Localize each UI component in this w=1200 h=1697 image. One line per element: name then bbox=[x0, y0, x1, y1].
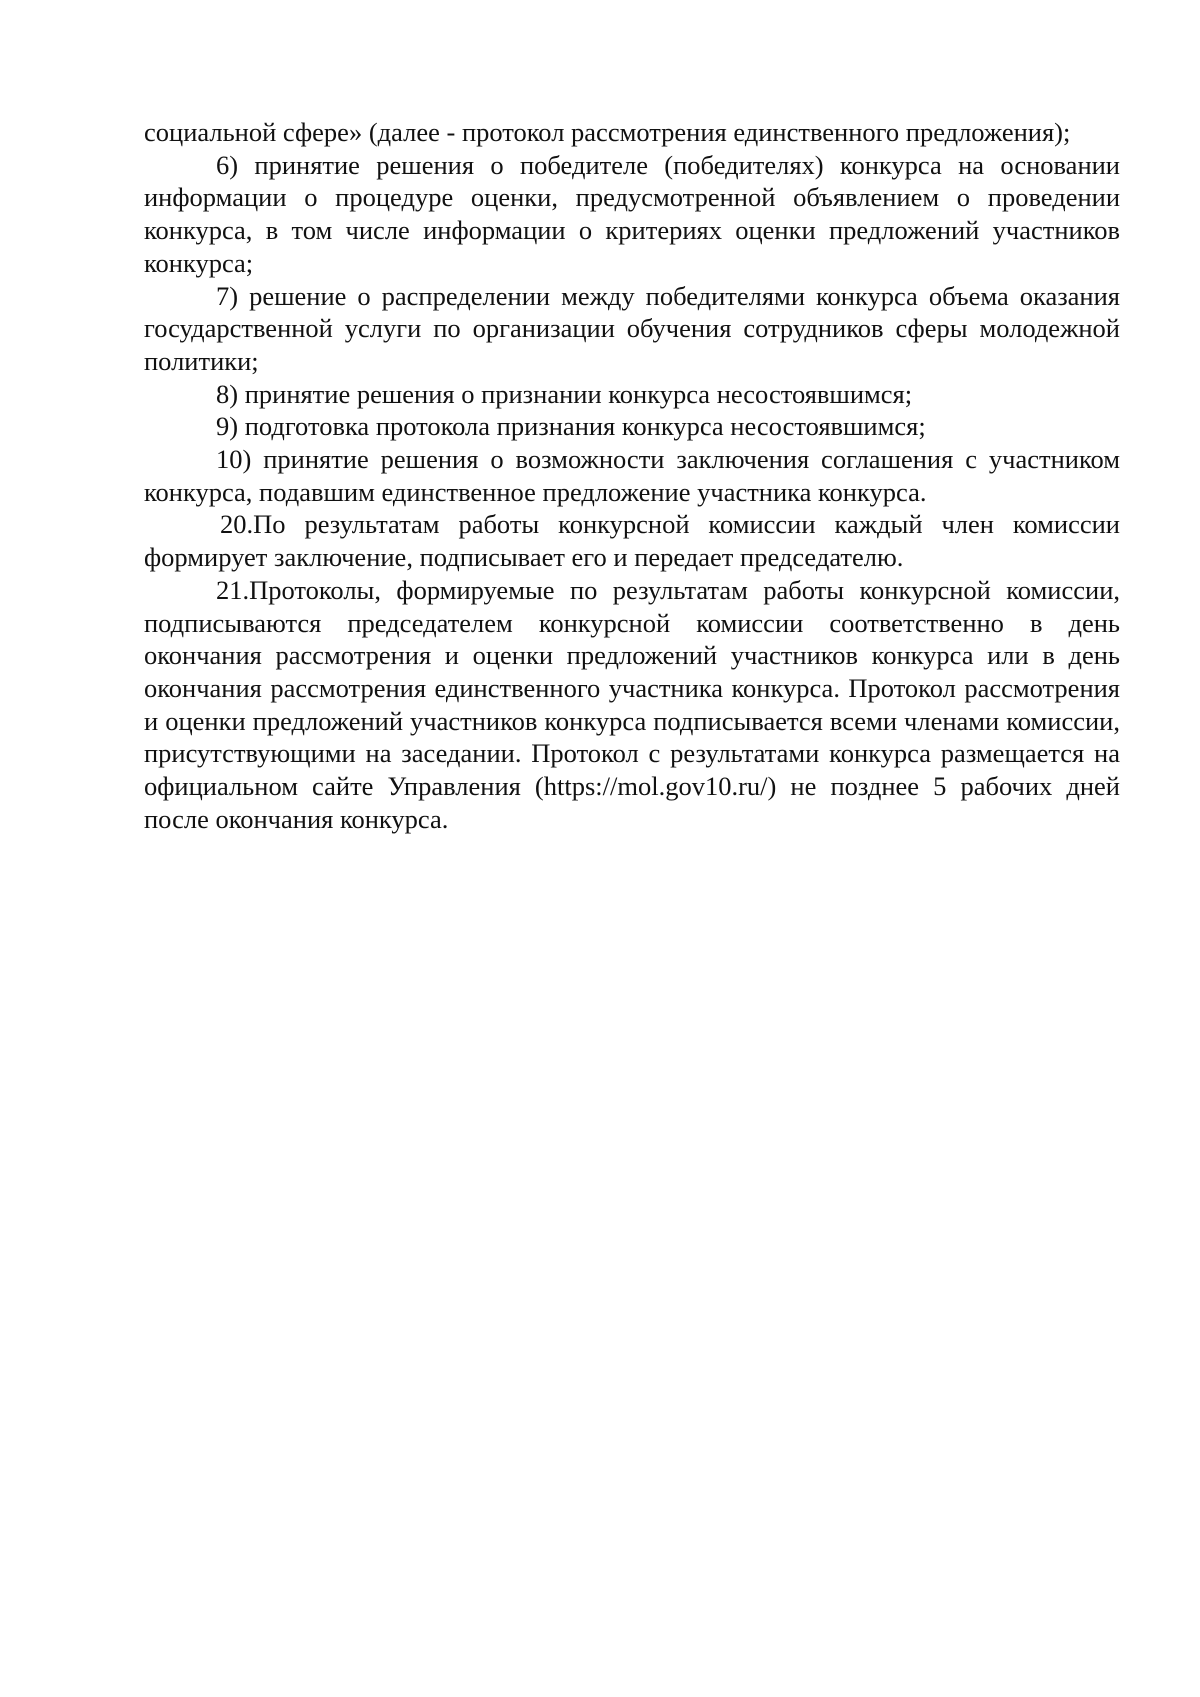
paragraph-item-8: 8) принятие решения о признании конкурса несостоявшимся; bbox=[216, 378, 913, 409]
paragraph-item-7: 7) решение о распределении между победителями конкурса объема оказания государственной услуги по организации обучения сотрудников сферы молодежной политики; bbox=[144, 280, 1120, 376]
document-body bbox=[144, 116, 1120, 835]
paragraph-section-21: 21.Протоколы, формируемые по результатам работы конкурсной комиссии, подписываются председателем конкурсной комиссии соответственно в день окончания рассмотрения и оценки предложений участников конкурса или в день окончания рассмотрения единственного участника конкурса. Протокол рассмотрения и оценки предложений участников конкурса подписывается всеми членами комиссии, присутствующими на заседании. Протокол с результатами конкурса размещается на официальном сайте Управления (https://mol.gov10.ru/) не позднее 5 рабочих дней после окончания конкурса. bbox=[144, 574, 1120, 834]
paragraph-continuation: социальной сфере» (далее - протокол рассмотрения единственного предложения); bbox=[144, 117, 1071, 147]
paragraph-item-9: 9) подготовка протокола признания конкурса несостоявшимся; bbox=[216, 411, 926, 442]
paragraph-item-10: 10) принятие решения о возможности заключения соглашения с участником конкурса, подавшим единственное предложение участника конкурса. bbox=[144, 444, 1120, 507]
paragraph-item-6: 6) принятие решения о победителе (победителях) конкурса на основании информации о процедуре оценки, предусмотренной объявлением о проведении конкурса, в том числе информации о критериях оценки предложений участников конкурса; bbox=[144, 149, 1120, 278]
paragraph-section-20: 20.По результатам работы конкурсной комиссии каждый член комиссии формирует заключение, подписывает его и передает председателю. bbox=[144, 509, 1120, 573]
